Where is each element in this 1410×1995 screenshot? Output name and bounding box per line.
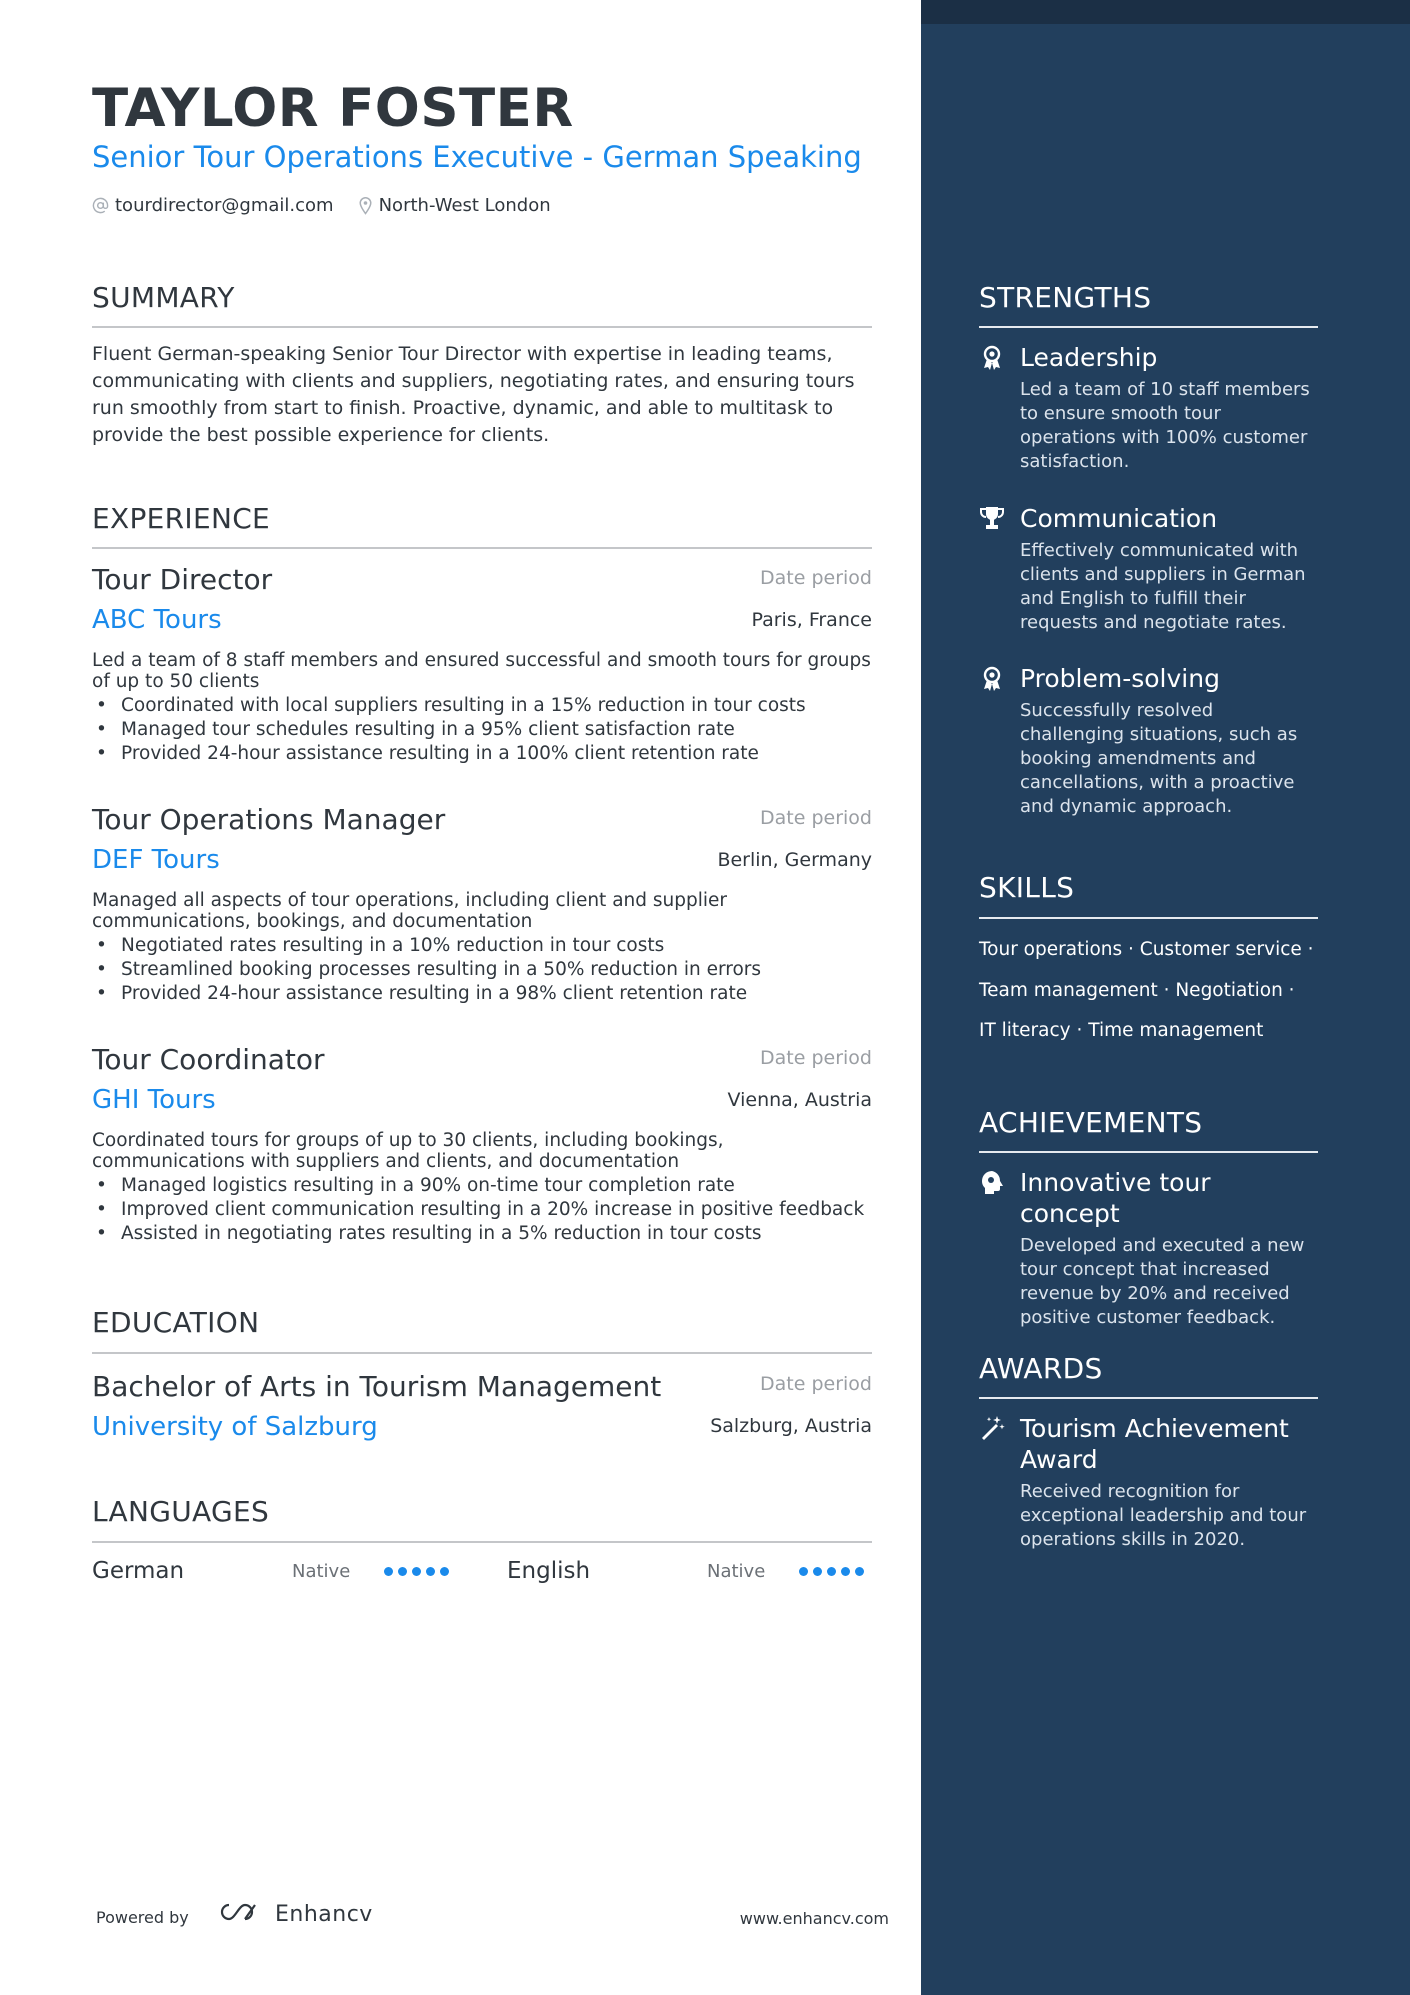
rating-dot xyxy=(412,1567,421,1576)
skills-line: IT literacy · Time management xyxy=(979,1020,1264,1041)
experience-heading: EXPERIENCE xyxy=(92,502,271,535)
job-date: Date period xyxy=(760,1047,872,1069)
job-bullet: • Assisted in negotiating rates resulting in a 5% reduction in tour costs xyxy=(92,1222,872,1246)
strength-item xyxy=(979,342,1318,474)
experience-divider xyxy=(92,547,872,549)
map-pin-icon xyxy=(358,197,373,215)
skills-divider xyxy=(979,917,1318,919)
rating-dot xyxy=(440,1567,449,1576)
education-heading: EDUCATION xyxy=(92,1306,260,1339)
school-name: University of Salzburg xyxy=(92,1412,378,1442)
location-text: North-West London xyxy=(378,195,551,216)
candidate-name: TAYLOR FOSTER xyxy=(92,78,574,139)
job-bullet: • Managed tour schedules resulting in a 95% client satisfaction rate xyxy=(92,718,872,742)
job-bullet: • Streamlined booking processes resulting in a 50% reduction in errors xyxy=(92,958,872,982)
strength-title: Communication xyxy=(1020,504,1218,533)
education-date: Date period xyxy=(760,1373,872,1395)
job-entry xyxy=(92,803,872,1006)
strength-description: Effectively communicated with clients and suppliers in German and English to fulfill their requests and negotiate rates. xyxy=(1020,540,1306,633)
skills-line: Tour operations · Customer service · xyxy=(979,939,1314,960)
job-bullets xyxy=(92,1174,872,1246)
awards-divider xyxy=(979,1397,1318,1399)
language-rating xyxy=(384,1567,449,1576)
job-date: Date period xyxy=(760,807,872,829)
job-title: Tour Coordinator xyxy=(92,1043,325,1076)
job-location: Paris, France xyxy=(751,609,872,631)
language-item xyxy=(507,1558,877,1584)
job-title: Tour Director xyxy=(92,563,273,596)
degree-title: Bachelor of Arts in Tourism Management xyxy=(92,1370,662,1403)
achievements-divider xyxy=(979,1151,1318,1153)
job-bullet: • Provided 24-hour assistance resulting in a 98% client retention rate xyxy=(92,982,872,1006)
powered-by-label: Powered by xyxy=(96,1908,189,1927)
ribbon-award-icon xyxy=(979,665,1007,693)
job-date: Date period xyxy=(760,567,872,589)
award-title: Tourism Achievement Award xyxy=(1020,1414,1289,1474)
school-location: Salzburg, Austria xyxy=(710,1415,872,1437)
languages-divider xyxy=(92,1541,872,1543)
rating-dot xyxy=(813,1567,822,1576)
skills-list xyxy=(979,930,1318,1052)
job-bullets xyxy=(92,934,872,1006)
rating-dot xyxy=(855,1567,864,1576)
achievement-title: Innovative tour concept xyxy=(1020,1168,1211,1228)
email-text[interactable]: tourdirector@gmail.com xyxy=(115,195,334,216)
strength-title: Leadership xyxy=(1020,343,1158,372)
job-company: DEF Tours xyxy=(92,845,220,875)
job-bullet: • Negotiated rates resulting in a 10% reduction in tour costs xyxy=(92,934,872,958)
award-item xyxy=(979,1413,1318,1552)
enhancv-logo-icon xyxy=(215,1900,263,1928)
language-level: Native xyxy=(292,1561,351,1582)
job-description: Managed all aspects of tour operations, including client and supplier communications, bookings, and documentation xyxy=(92,890,727,932)
rating-dot xyxy=(398,1567,407,1576)
job-location: Vienna, Austria xyxy=(727,1089,872,1111)
trophy-icon xyxy=(979,505,1007,533)
job-bullet: • Improved client communication resulting in a 20% increase in positive feedback xyxy=(92,1198,872,1222)
email-contact[interactable] xyxy=(92,195,334,216)
summary-text: Fluent German-speaking Senior Tour Director with expertise in leading teams, communicating with clients and suppliers, negotiating rates, and ensuring tours run smoothly from start to finish. Proactive, dynamic, and able to multitask to provide the best possible experience for clients. xyxy=(92,343,855,446)
summary-divider xyxy=(92,326,872,328)
job-title: Tour Operations Manager xyxy=(92,803,446,836)
education-divider xyxy=(92,1352,872,1354)
strength-description: Led a team of 10 staff members to ensure smooth tour operations with 100% customer satisfaction. xyxy=(1020,379,1310,472)
job-bullet: • Coordinated with local suppliers resulting in a 15% reduction in tour costs xyxy=(92,694,872,718)
job-bullet: • Provided 24-hour assistance resulting in a 100% client retention rate xyxy=(92,742,872,766)
location-contact xyxy=(358,195,551,216)
contact-info xyxy=(92,195,551,216)
language-rating xyxy=(799,1567,864,1576)
strength-item xyxy=(979,503,1318,635)
job-company: ABC Tours xyxy=(92,605,222,635)
enhancv-logo[interactable] xyxy=(215,1900,373,1928)
rating-dot xyxy=(841,1567,850,1576)
job-bullets xyxy=(92,694,872,766)
brain-lightbulb-icon xyxy=(979,1169,1007,1197)
achievement-description: Developed and executed a new tour concept that increased revenue by 20% and received positive customer feedback. xyxy=(1020,1235,1305,1328)
footer-url[interactable]: www.enhancv.com xyxy=(739,1909,889,1928)
rating-dot xyxy=(384,1567,393,1576)
job-company: GHI Tours xyxy=(92,1085,216,1115)
ribbon-award-icon xyxy=(979,344,1007,372)
job-location: Berlin, Germany xyxy=(717,849,872,871)
job-entry xyxy=(92,1043,872,1246)
language-name: English xyxy=(507,1558,591,1584)
achievements-heading: ACHIEVEMENTS xyxy=(979,1106,1203,1139)
job-entry xyxy=(92,563,872,766)
sidebar xyxy=(921,0,1410,1995)
summary-heading: SUMMARY xyxy=(92,281,235,314)
skills-line: Team management · Negotiation · xyxy=(979,979,1295,1001)
job-description: Led a team of 8 staff members and ensured successful and smooth tours for groups of up to 50 clients xyxy=(92,650,871,692)
magic-wand-icon xyxy=(979,1415,1007,1443)
strengths-divider xyxy=(979,326,1318,328)
achievement-item xyxy=(979,1167,1318,1330)
strength-title: Problem-solving xyxy=(1020,664,1220,693)
rating-dot xyxy=(426,1567,435,1576)
candidate-role: Senior Tour Operations Executive - German Speaking xyxy=(92,140,862,174)
sidebar-top-bar xyxy=(921,0,1410,24)
job-bullet: • Managed logistics resulting in a 90% on-time tour completion rate xyxy=(92,1174,872,1198)
strengths-heading: STRENGTHS xyxy=(979,281,1152,314)
skills-heading: SKILLS xyxy=(979,871,1075,904)
awards-heading: AWARDS xyxy=(979,1352,1103,1385)
strength-description: Successfully resolved challenging situations, such as booking amendments and cancellations, with a proactive and dynamic approach. xyxy=(1020,700,1298,817)
rating-dot xyxy=(799,1567,808,1576)
language-level: Native xyxy=(707,1561,766,1582)
strength-item xyxy=(979,663,1318,819)
award-description: Received recognition for exceptional leadership and tour operations skills in 2020. xyxy=(1020,1481,1307,1550)
languages-heading: LANGUAGES xyxy=(92,1495,270,1528)
language-item xyxy=(92,1558,462,1584)
enhancv-brand: Enhancv xyxy=(275,1901,373,1927)
job-description: Coordinated tours for groups of up to 30 clients, including bookings, communications with suppliers and clients, and documentation xyxy=(92,1130,724,1172)
at-icon xyxy=(92,197,109,214)
rating-dot xyxy=(827,1567,836,1576)
language-name: German xyxy=(92,1558,185,1584)
